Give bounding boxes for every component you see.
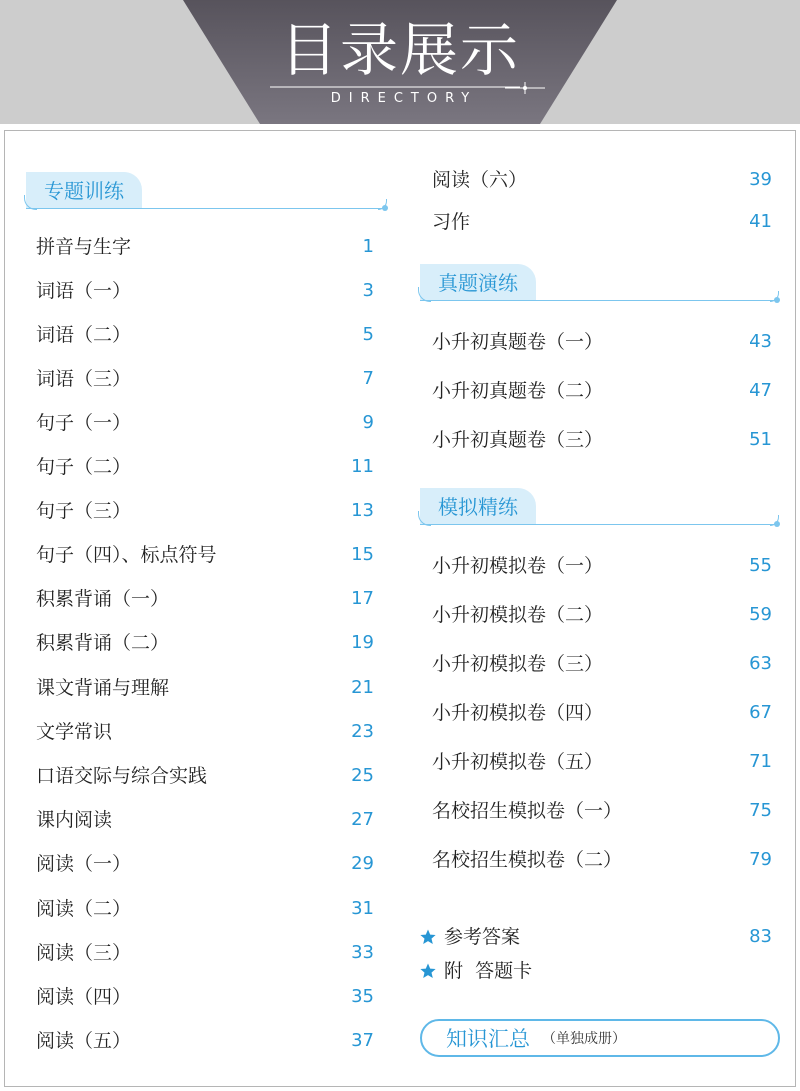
toc-entry[interactable] — [36, 673, 374, 703]
entry-title: 词语（二） — [36, 324, 132, 346]
entry-page: 23 — [351, 721, 374, 742]
entry-page: 75 — [749, 800, 772, 821]
entry-title: 小升初模拟卷（三） — [432, 653, 604, 675]
entry-title: 名校招生模拟卷（一） — [432, 800, 623, 822]
extra-title: 附 答题卡 — [444, 960, 533, 982]
entry-page: 63 — [749, 653, 772, 674]
toc-entry[interactable] — [432, 747, 772, 777]
page-subtitle: DIRECTORY — [330, 91, 478, 106]
entry-page: 33 — [351, 942, 374, 963]
header-banner — [0, 0, 800, 124]
star-icon — [420, 929, 436, 945]
section-title: 专题训练 — [26, 172, 142, 208]
toc-entry[interactable] — [36, 761, 374, 791]
entry-page: 43 — [749, 331, 772, 352]
entry-page: 35 — [351, 986, 374, 1007]
entry-page: 3 — [362, 280, 374, 301]
section-title: 模拟精练 — [420, 488, 536, 524]
knowledge-note: （单独成册） — [542, 1031, 626, 1047]
toc-entry[interactable] — [36, 540, 374, 570]
entry-title: 积累背诵（二） — [36, 632, 170, 654]
toc-entry[interactable] — [432, 165, 772, 195]
entry-title: 名校招生模拟卷（二） — [432, 849, 623, 871]
entry-page: 51 — [749, 429, 772, 450]
entry-title: 习作 — [432, 211, 471, 233]
entry-page: 79 — [749, 849, 772, 870]
page-title: 目录展示 — [279, 16, 520, 84]
knowledge-summary-badge[interactable] — [420, 1019, 780, 1057]
entry-page: 47 — [749, 380, 772, 401]
entry-page: 13 — [351, 500, 374, 521]
entry-page: 5 — [362, 324, 374, 345]
entry-title: 小升初真题卷（二） — [432, 380, 604, 402]
entry-title: 阅读（六） — [432, 169, 528, 191]
entry-title: 阅读（四） — [36, 986, 132, 1008]
toc-entry[interactable] — [36, 1026, 374, 1056]
toc-entry[interactable] — [432, 551, 772, 581]
toc-entry[interactable] — [36, 320, 374, 350]
toc-entry[interactable] — [36, 496, 374, 526]
toc-entry[interactable] — [36, 232, 374, 262]
entry-page: 55 — [749, 555, 772, 576]
entry-page: 15 — [351, 544, 374, 565]
extra-title: 参考答案 — [444, 926, 521, 948]
entry-title: 小升初模拟卷（二） — [432, 604, 604, 626]
toc-extra-answer-sheet[interactable] — [420, 956, 772, 986]
toc-entry[interactable] — [432, 698, 772, 728]
entry-title: 小升初模拟卷（四） — [432, 702, 604, 724]
entry-title: 句子（四）、标点符号 — [36, 544, 217, 566]
toc-entry[interactable] — [36, 584, 374, 614]
entry-page: 41 — [749, 211, 772, 232]
entry-page: 27 — [351, 809, 374, 830]
toc-entry[interactable] — [36, 276, 374, 306]
entry-title: 阅读（一） — [36, 853, 132, 875]
entry-page: 21 — [351, 677, 374, 698]
toc-entry[interactable] — [432, 600, 772, 630]
entry-title: 小升初真题卷（一） — [432, 331, 604, 353]
toc-entry[interactable] — [36, 805, 374, 835]
toc-entry[interactable] — [432, 796, 772, 826]
entry-title: 小升初模拟卷（一） — [432, 555, 604, 577]
toc-entry[interactable] — [36, 849, 374, 879]
entry-page: 31 — [351, 898, 374, 919]
entry-page: 25 — [351, 765, 374, 786]
entry-title: 积累背诵（一） — [36, 588, 170, 610]
section-title: 真题演练 — [420, 264, 536, 300]
toc-entry[interactable] — [432, 845, 772, 875]
entry-title: 口语交际与综合实践 — [36, 765, 208, 787]
toc-entry[interactable] — [36, 364, 374, 394]
entry-page: 9 — [362, 412, 374, 433]
entry-title: 阅读（三） — [36, 942, 132, 964]
entry-title: 课文背诵与理解 — [36, 677, 170, 699]
entry-title: 句子（一） — [36, 412, 132, 434]
toc-entry[interactable] — [36, 452, 374, 482]
entry-page: 7 — [362, 368, 374, 389]
toc-entry[interactable] — [36, 717, 374, 747]
toc-entry[interactable] — [36, 938, 374, 968]
entry-title: 句子（三） — [36, 500, 132, 522]
sparkle-icon — [505, 80, 545, 100]
entry-page: 1 — [362, 236, 374, 257]
toc-extra-answers[interactable] — [420, 922, 772, 952]
entry-page: 67 — [749, 702, 772, 723]
toc-entry[interactable] — [36, 982, 374, 1012]
entry-title: 阅读（二） — [36, 898, 132, 920]
entry-title: 句子（二） — [36, 456, 132, 478]
entry-page: 71 — [749, 751, 772, 772]
entry-page: 11 — [351, 456, 374, 477]
section-header-special-training — [26, 172, 386, 212]
entry-title: 文学常识 — [36, 721, 113, 743]
entry-page: 59 — [749, 604, 772, 625]
entry-page: 29 — [351, 853, 374, 874]
toc-entry[interactable] — [432, 425, 772, 455]
entry-page: 17 — [351, 588, 374, 609]
star-icon — [420, 963, 436, 979]
toc-entry[interactable] — [432, 376, 772, 406]
entry-title: 小升初真题卷（三） — [432, 429, 604, 451]
toc-entry[interactable] — [432, 207, 772, 237]
entry-title: 小升初模拟卷（五） — [432, 751, 604, 773]
entry-title: 阅读（五） — [36, 1030, 132, 1052]
extra-page: 83 — [749, 926, 772, 947]
entry-page: 19 — [351, 632, 374, 653]
entry-title: 词语（一） — [36, 280, 132, 302]
entry-page: 37 — [351, 1030, 374, 1051]
toc-entry[interactable] — [432, 649, 772, 679]
knowledge-title: 知识汇总 — [446, 1027, 530, 1051]
toc-entry[interactable] — [36, 628, 374, 658]
section-header-real-exams — [420, 264, 780, 304]
entry-title: 拼音与生字 — [36, 236, 132, 258]
entry-page: 39 — [749, 169, 772, 190]
entry-title: 词语（三） — [36, 368, 132, 390]
toc-entry[interactable] — [36, 894, 374, 924]
toc-entry[interactable] — [36, 408, 374, 438]
toc-entry[interactable] — [432, 327, 772, 357]
entry-title: 课内阅读 — [36, 809, 113, 831]
section-header-mock-exams — [420, 488, 780, 528]
